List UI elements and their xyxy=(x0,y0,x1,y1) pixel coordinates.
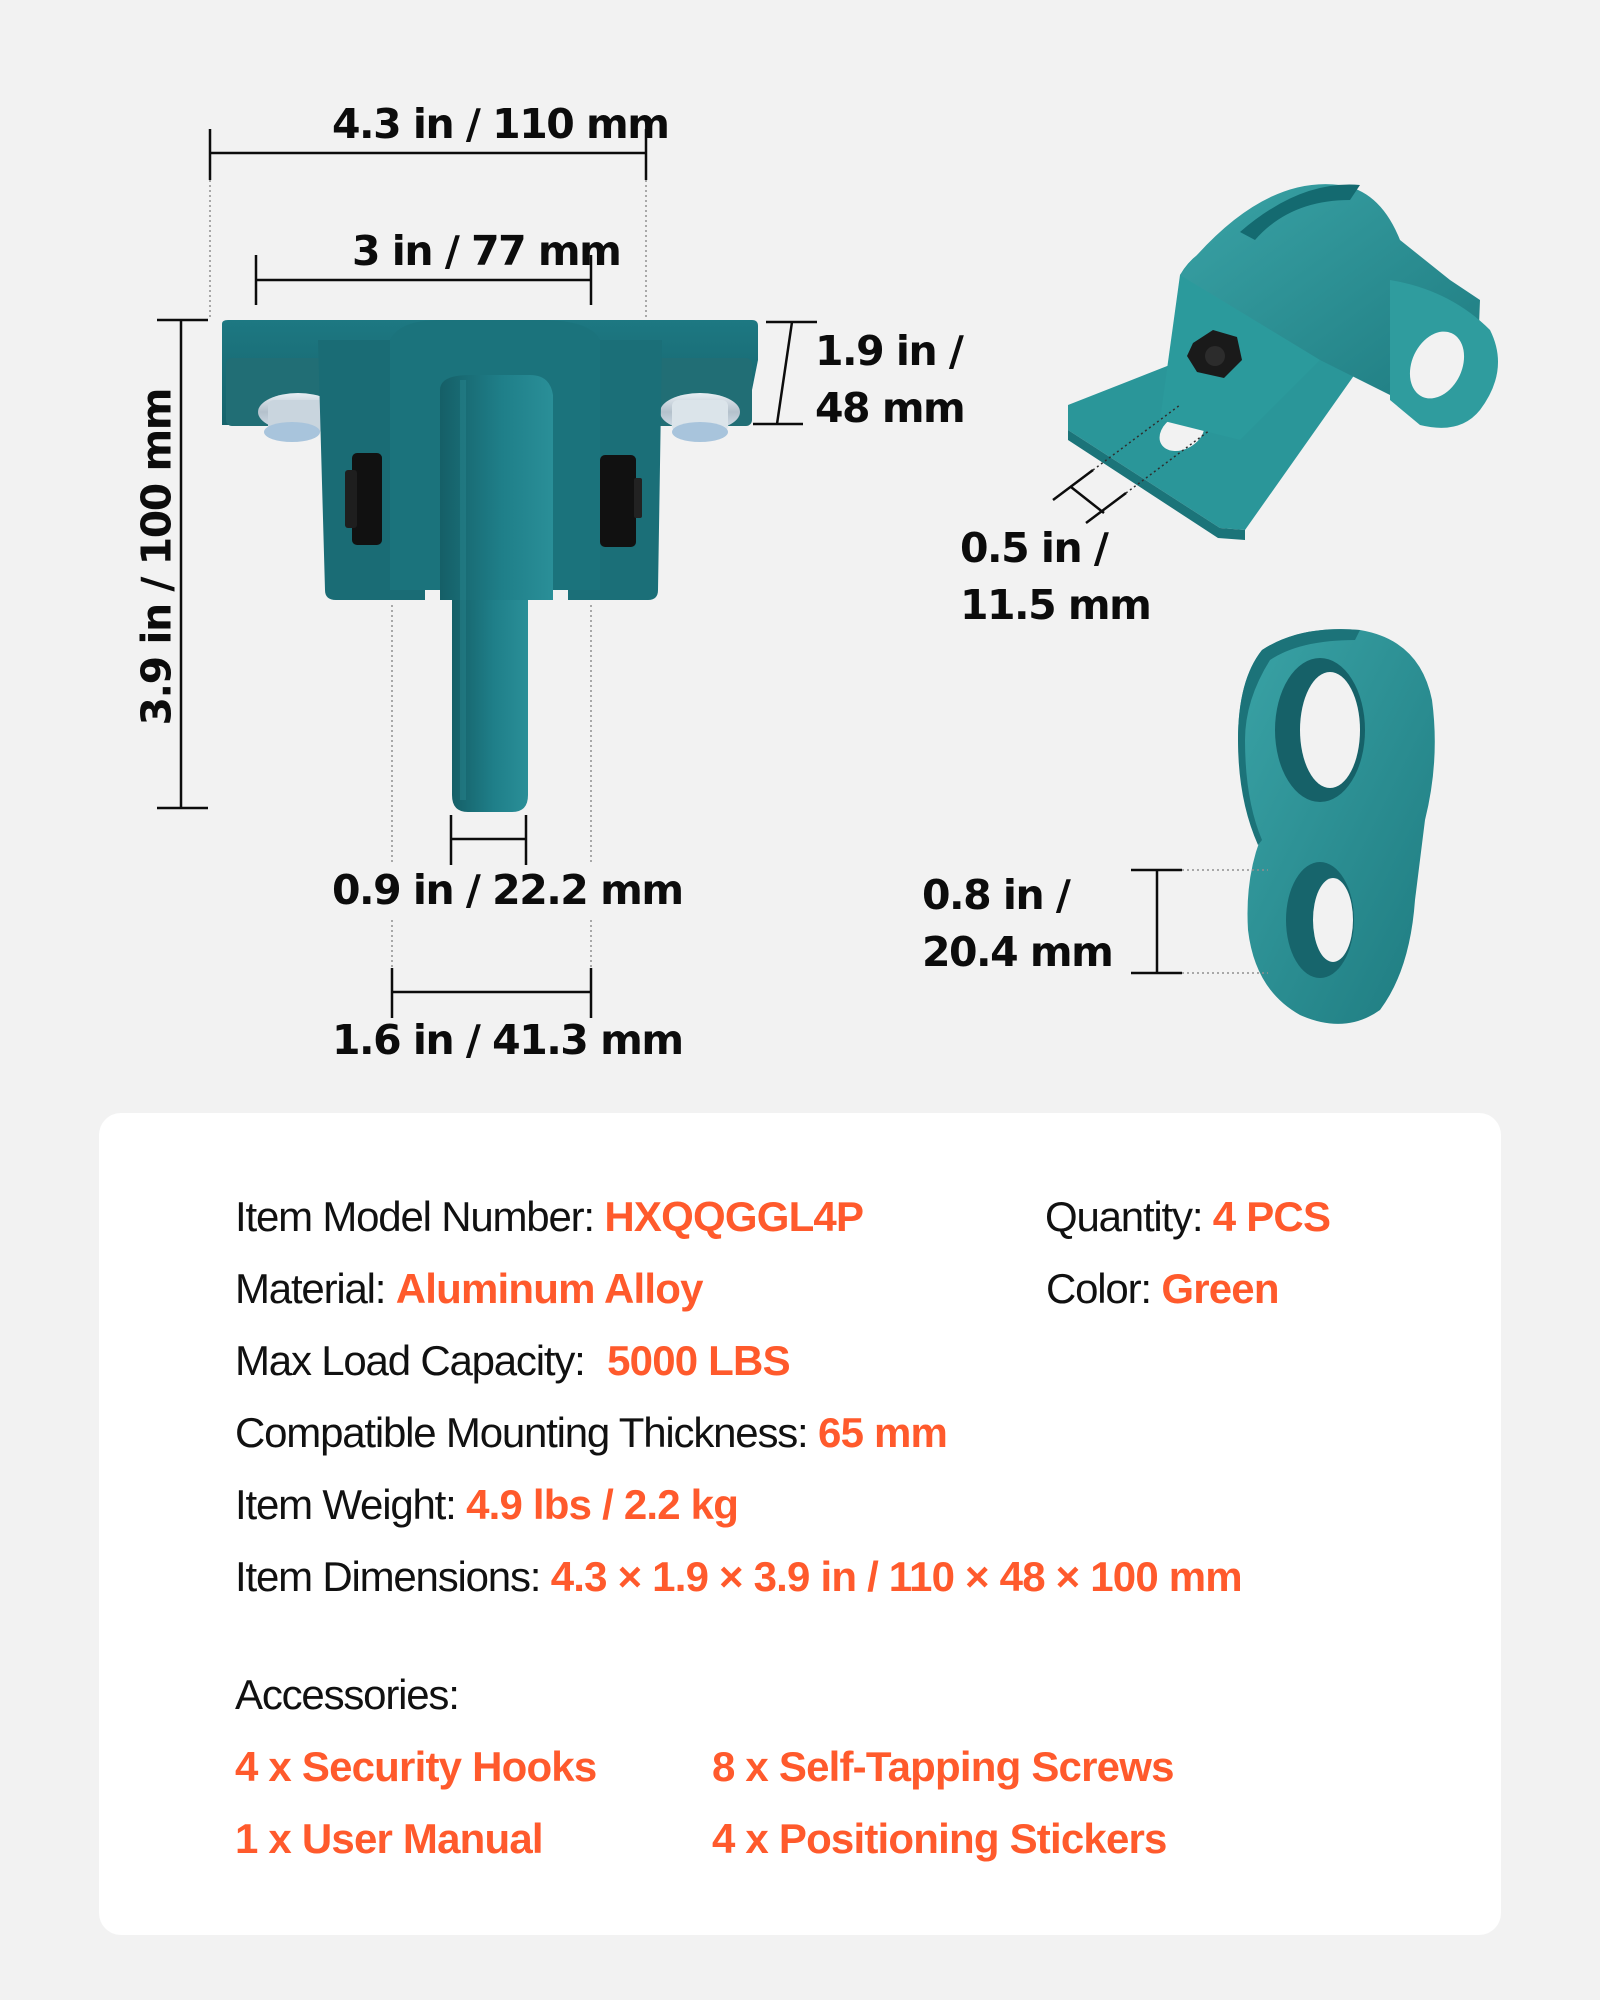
dimension-height: 3.9 in / 100 mm xyxy=(132,389,181,726)
accessory-item: 4 x Positioning Stickers xyxy=(712,1815,1167,1862)
dimension-plate-thickness-line2: 11.5 mm xyxy=(960,581,1151,629)
spec-weight xyxy=(235,1481,739,1528)
dimension-stem-width: 0.9 in / 22.2 mm xyxy=(332,866,683,914)
spec-value: 4.9 lbs / 2.2 kg xyxy=(466,1481,739,1528)
spec-label: Max Load Capacity: xyxy=(235,1337,585,1384)
accessories-heading xyxy=(235,1671,459,1718)
dimension-plate-thickness xyxy=(960,520,1150,634)
hook-dimension-lines xyxy=(1131,870,1182,973)
spec-value: Green xyxy=(1161,1265,1279,1312)
spec-label: Item Weight: xyxy=(235,1481,456,1528)
dimension-overall-width: 4.3 in / 110 mm xyxy=(332,100,669,148)
dimension-plate-depth xyxy=(815,323,964,437)
spec-max-load xyxy=(235,1337,790,1384)
dimension-plate-thickness-line1: 0.5 in / xyxy=(960,524,1108,572)
dimension-hook-hole xyxy=(922,867,1112,981)
accessories-title: Accessories: xyxy=(235,1671,459,1718)
spec-label: Compatible Mounting Thickness: xyxy=(235,1409,808,1456)
spec-value: 4 PCS xyxy=(1212,1193,1331,1240)
bolt-icon xyxy=(660,393,740,442)
accessory-item: 8 x Self-Tapping Screws xyxy=(712,1743,1174,1790)
spec-value: Aluminum Alloy xyxy=(395,1265,703,1312)
figure-eight-security-hook xyxy=(1238,629,1435,1024)
spec-label: Color: xyxy=(1046,1265,1151,1312)
accessory-item: 4 x Security Hooks xyxy=(235,1743,597,1790)
spec-color xyxy=(1046,1265,1279,1312)
dimension-bracket-width: 1.6 in / 41.3 mm xyxy=(332,1016,683,1064)
spec-label: Material: xyxy=(235,1265,386,1312)
spec-value: 5000 LBS xyxy=(607,1337,790,1384)
dimension-inner-width: 3 in / 77 mm xyxy=(352,227,621,275)
spec-mounting-thickness xyxy=(235,1409,948,1456)
dimension-hook-hole-line1: 0.8 in / xyxy=(922,871,1070,919)
dimension-plate-depth-line1: 1.9 in / xyxy=(815,327,963,375)
spec-value: HXQQGGL4P xyxy=(604,1193,864,1240)
spec-item-dimensions xyxy=(235,1553,1242,1600)
spec-label: Quantity: xyxy=(1045,1193,1203,1240)
spec-label: Item Dimensions: xyxy=(235,1553,541,1600)
front-view-swing-hanger xyxy=(222,320,758,812)
dimension-plate-depth-line2: 48 mm xyxy=(815,384,965,432)
angled-dimension-lines xyxy=(1053,470,1126,523)
spec-value: 65 mm xyxy=(818,1409,948,1456)
spec-material xyxy=(235,1265,703,1312)
spec-label: Item Model Number: xyxy=(235,1193,594,1240)
dimension-hook-hole-line2: 20.4 mm xyxy=(922,928,1113,976)
spec-model-number xyxy=(235,1193,864,1240)
spec-quantity xyxy=(1045,1193,1331,1240)
nut-icon xyxy=(600,455,642,547)
spec-value: 4.3 × 1.9 × 3.9 in / 110 × 48 × 100 mm xyxy=(550,1553,1242,1600)
angled-view-swing-hanger xyxy=(1068,184,1498,540)
accessory-item: 1 x User Manual xyxy=(235,1815,543,1862)
